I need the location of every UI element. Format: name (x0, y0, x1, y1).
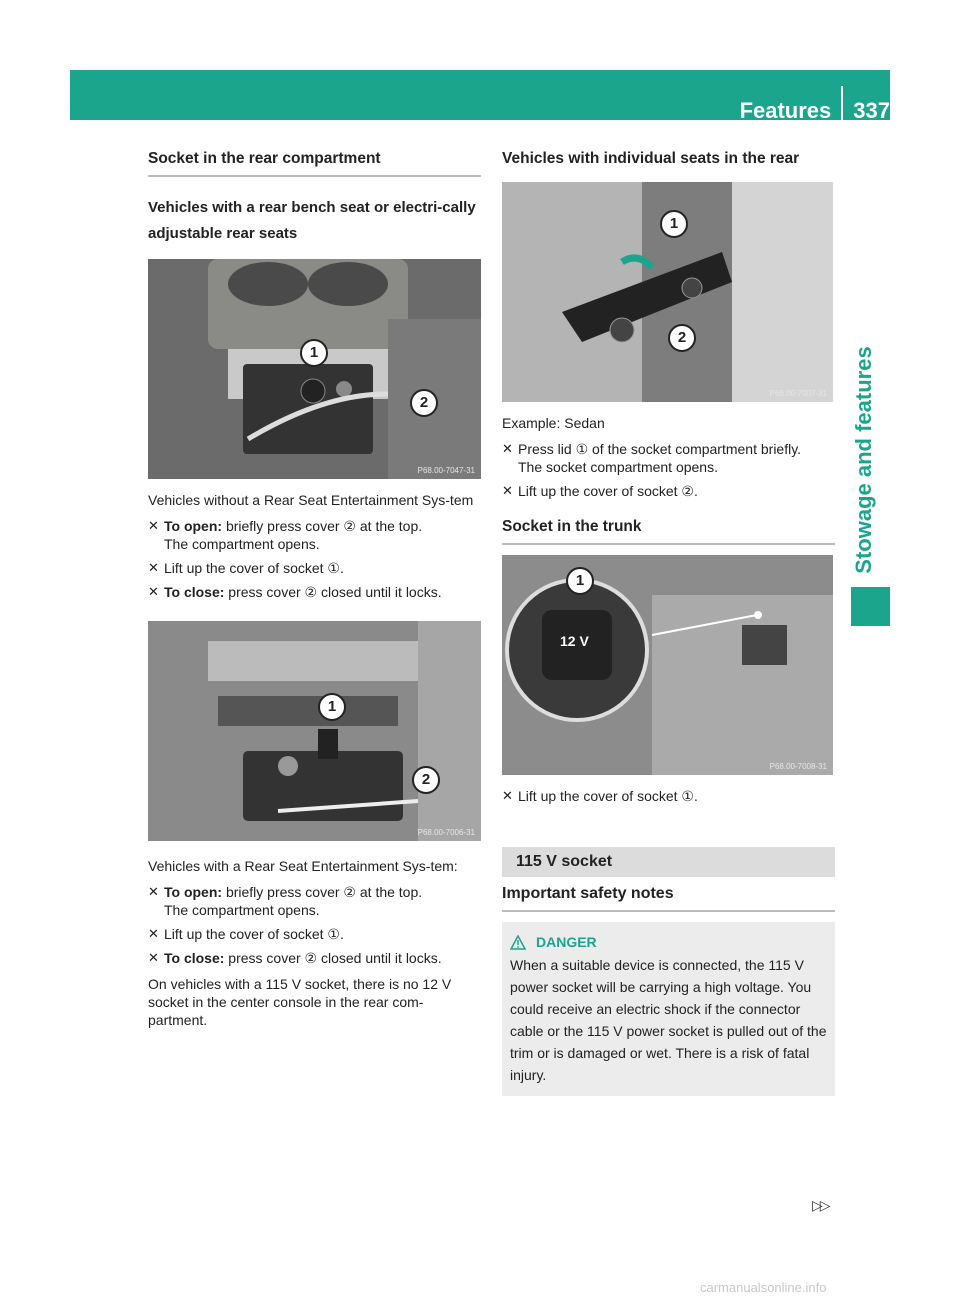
step-arrow-icon: ✕ (148, 560, 159, 575)
step-lift-trunk: ✕ Lift up the cover of socket ①. (502, 788, 698, 804)
step-result: The socket compartment opens. (518, 459, 718, 475)
photo-individual-seats (502, 182, 833, 402)
step-result: The compartment opens. (164, 902, 320, 918)
subtitle-bench-seat: Vehicles with a rear bench seat or electri-cally adjustable rear seats (148, 199, 476, 242)
socket-label: 12 V (560, 633, 589, 649)
section-title-rear-compartment: Socket in the rear compartment (148, 150, 481, 177)
danger-heading: DANGER (510, 934, 827, 950)
photo-ref: P68.00-7006-31 (417, 828, 475, 837)
note-115v: On vehicles with a 115 V socket, there is no 12 V socket in the center console in the rear com-partment. (148, 976, 452, 1028)
right-column (502, 150, 835, 1096)
step-arrow-icon: ✕ (148, 926, 159, 941)
step-lift: ✕ Lift up the cover of socket ②. (502, 483, 698, 499)
step-arrow-icon: ✕ (502, 483, 513, 498)
callout-2: 2 (410, 389, 438, 417)
callout-1: 1 (566, 567, 594, 595)
callout-1: 1 (300, 339, 328, 367)
example-label: Example: Sedan (502, 415, 605, 431)
section-title-individual-seats: Vehicles with individual seats in the rear (502, 150, 800, 167)
header-title (740, 86, 890, 136)
photo-trunk-socket (502, 555, 833, 775)
side-tab-label: Stowage and features (851, 346, 876, 574)
caption-no-rse: Vehicles without a Rear Seat Entertainment Sys-tem (148, 492, 474, 508)
continue-arrow-icon: ▷▷ (812, 1197, 828, 1213)
step-arrow-icon: ✕ (502, 441, 513, 456)
step-close: ✕ To close: press cover ② closed until it locks. (148, 584, 442, 600)
header-separator (841, 86, 843, 136)
footer-url: carmanualsonline.info (700, 1280, 827, 1295)
step-arrow-icon: ✕ (502, 788, 513, 803)
danger-text: When a suitable device is connected, the 115 V power socket will be carrying a high voltage. You could receive an electric shock if the connector cable or the 115 V power socket is pulled out of the trim or is damaged or wet. There is a risk of fatal injury. (510, 957, 827, 1083)
section-title-trunk: Socket in the trunk (502, 518, 835, 545)
caption-rse: Vehicles with a Rear Seat Entertainment Sys-tem: (148, 858, 458, 874)
step-open: ✕ To open: briefly press cover ② at the top. (148, 518, 423, 534)
step-lift: ✕ Lift up the cover of socket ①. (148, 560, 344, 576)
photo-rear-compartment-rse (148, 621, 481, 841)
step-open: ✕ To open: briefly press cover ② at the top. (148, 884, 423, 900)
callout-2: 2 (668, 324, 696, 352)
callout-1: 1 (318, 693, 346, 721)
danger-box (502, 922, 835, 1096)
photo-ref: P68.00-7007-31 (769, 389, 827, 398)
warning-triangle-icon (510, 935, 526, 950)
photo-rear-compartment-no-rse (148, 259, 481, 479)
photo-ref: P68.00-7047-31 (417, 466, 475, 475)
left-column (148, 150, 481, 1029)
step-close: ✕ To close: press cover ② closed until it locks. (148, 950, 442, 966)
section-title-safety: Important safety notes (502, 885, 835, 912)
callout-2: 2 (412, 766, 440, 794)
step-arrow-icon: ✕ (148, 950, 159, 965)
step-arrow-icon: ✕ (148, 884, 159, 899)
side-tab-marker (851, 587, 890, 626)
photo-ref: P68.00-7008-31 (769, 762, 827, 771)
chapter-title: Features (739, 98, 832, 123)
step-arrow-icon: ✕ (148, 584, 159, 599)
step-arrow-icon: ✕ (148, 518, 159, 533)
step-lift: ✕ Lift up the cover of socket ①. (148, 926, 344, 942)
step-result: The compartment opens. (164, 536, 320, 552)
step-press-lid: ✕ Press lid ① of the socket compartment briefly. (502, 441, 802, 457)
page-number: 337 (853, 98, 890, 123)
band-115v-socket: 115 V socket (502, 847, 835, 877)
callout-1: 1 (660, 210, 688, 238)
